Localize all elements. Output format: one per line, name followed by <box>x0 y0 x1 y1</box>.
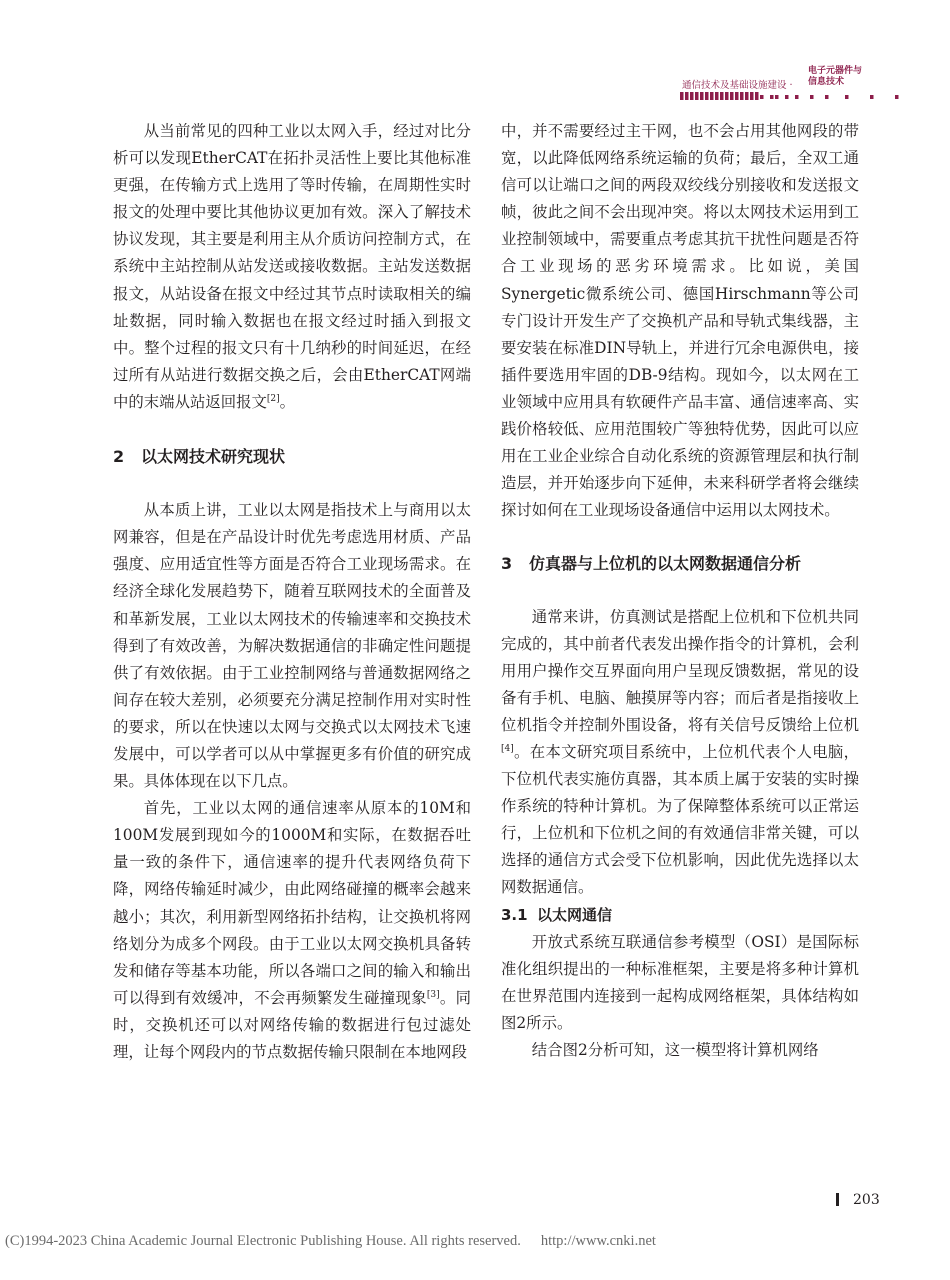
subsection-heading-3-1: 3.1 以太网通信 <box>501 905 613 924</box>
citation-ref[interactable]: [4] <box>501 743 514 754</box>
paragraph: 从本质上讲，工业以太网是指技术上与商用以太网兼容，但是在产品设计时优先考虑选用材质、产品强度、应用适宜性等方面是否符合工业现场需求。在经济全球化发展趋势下，随着互联网技术的全面普及和革新发展，工业以太网技术的传输速率和交换技术得到了有效改善，为解决数据通信的非确定性问题提供了有效依据。由于工业控制网络与普通数据网络之间存在较大差别，必须要充分满足控制作用对实时性的要求，所以在快速以太网与交换式以太网技术飞速发展中，可以学者可以从中掌握更多有价值的研究成果。具体体现在以下几点。 <box>113 501 471 791</box>
citation-ref[interactable]: [3] <box>426 989 440 1000</box>
page-number: 203 <box>836 1192 880 1208</box>
paragraph: 从当前常见的四种工业以太网入手，经过对比分析可以发现EtherCAT在拓扑灵活性上要比其他标准更强，在传输方式上选用了等时传输，在周期性实时报文的处理中要比其他协议更加有效。深入了解技术协议发现，其主要是利用主从介质访问控制方式，在系统中主站控制从站发送或接收数据。主站发送数据报文，从站设备在报文中经过其节点时读取相关的编址数据，同时输入数据也在报文经过时插入到报文中。整个过程的报文只有十几纳秒的时间延迟，在经过所有从站进行数据交换之后，会由EtherCAT网端中的末端从站返回报文[2]。 <box>113 122 471 411</box>
copyright-footer <box>0 1233 950 1250</box>
section-heading-2: 2 以太网技术研究现状 <box>113 447 286 467</box>
paragraph: 开放式系统互联通信参考模型（OSI）是国际标准化组织提出的一种标准框架，主要是将多种计算机在世界范围内连接到一起构成网络框架，具体结构如图2所示。 <box>501 932 859 1032</box>
paragraph: 通常来讲，仿真测试是搭配上位机和下位机共同完成的，其中前者代表发出操作指令的计算机，会利用用户操作交互界面向用户呈现反馈数据，常见的设备有手机、电脑、触摸屏等内容；而后者是指接收上位机指令并控制外围设备，将有关信号反馈给上位机[4]。在本文研究项目系统中，上位机代表个人电脑，下位机代表实施仿真器，其本质上属于安装的实时操作系统的特种计算机。为了保障整体系统可以正常运行，上位机和下位机之间的有效通信非常关键，可以选择的通信方式会受下位机影响，因此优先选择以太网数据通信。 <box>501 607 859 897</box>
paragraph: 首先，工业以太网的通信速率从原本的10M和100M发展到现如今的1000M和实际，在数据吞吐量一致的条件下，通信速率的提升代表网络负荷下降，网络传输延时减少，由此网络碰撞的概率会越来越小；其次，利用新型网络拓扑结构，让交换机将网络划分为成多个网段。由于工业以太网交换机具备转发和储存等基本功能，所以各端口之间的输入和输出可以得到有效缓冲，不会再频繁发生碰撞现象[3]。同时，交换机还可以对网络传输的数据进行包过滤处理，让每个网段内的节点数据传输只限制在本地网段 <box>113 799 471 1061</box>
right-column <box>501 118 859 1064</box>
paragraph: 中，并不需要经过主干网，也不会占用其他网段的带宽，以此降低网络系统运输的负荷；最后，全双工通信可以让端口之间的两段双绞线分别接收和发送报文帧，彼此之间不会出现冲突。将以太网技术运用到工业控制领域中，需要重点考虑其抗干扰性问题是否符合工业现场的恶劣环境需求。比如说，美国Synergetic微系统公司、德国Hirschmann等公司专门设计开发生产了交换机产品和导轨式集线器，主要安装在标准DIN导轨上，并进行冗余电源供电，接插件要选用牢固的DB-9结构。现如今，以太网在工业领域中应用具有软硬件产品丰富、通信速率高、实践价格较低、应用范围较广等独特优势，因此可以应用在工业企业综合自动化系统的资源管理层和执行制造层，并开始逐步向下延伸，未来科研学者将会继续探讨如何在工业现场设备通信中运用以太网技术。 <box>501 122 859 520</box>
running-header <box>600 66 900 106</box>
cnki-link[interactable]: http://www.cnki.net <box>540 1233 656 1249</box>
copyright-text: (C)1994-2023 China Academic Journal Electronic Publishing House. All rights reserved. <box>5 1233 521 1249</box>
citation-ref[interactable]: [2] <box>266 393 280 404</box>
journal-title: 电子元器件与信息技术 <box>808 66 863 87</box>
paragraph: 结合图2分析可知，这一模型将计算机网络 <box>531 1041 819 1059</box>
section-title: 通信技术及基础设施建设 · <box>682 80 793 91</box>
header-dot-bar <box>680 92 900 100</box>
section-heading-3: 3 仿真器与上位机的以太网数据通信分析 <box>501 554 802 574</box>
left-column <box>113 118 471 1066</box>
